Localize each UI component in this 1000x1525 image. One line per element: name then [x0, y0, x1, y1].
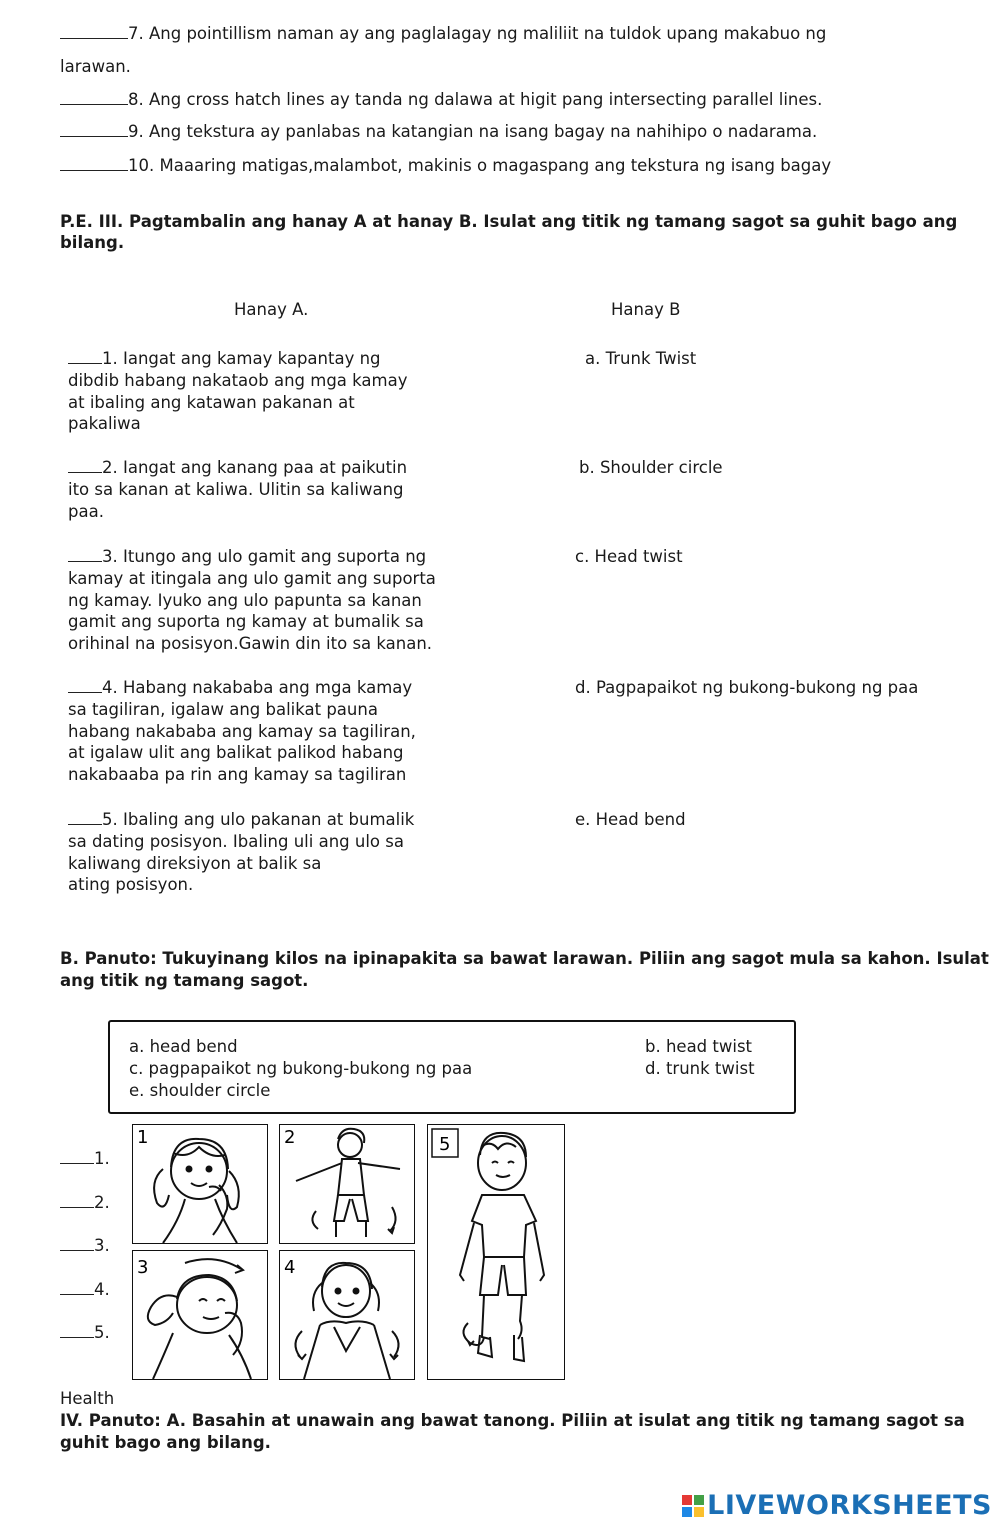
picture-number-1: 1 [137, 1127, 149, 1148]
answer-blank[interactable] [60, 1149, 94, 1164]
pe3-instruction: P.E. III. Pagtambalin ang hanay A at hanay B. Isulat ang titik ng tamang sagot sa guhit bago ang [60, 212, 958, 231]
answer-blank[interactable] [60, 1323, 94, 1338]
answer-blank[interactable] [60, 1193, 94, 1208]
picture-answer-2: 2. [60, 1193, 110, 1212]
exercise-picture-4 [279, 1250, 415, 1380]
answer-blank[interactable] [68, 678, 102, 693]
choice-a: a. head bend [129, 1037, 238, 1056]
boy-ankle-rotation-illustration [428, 1125, 564, 1379]
answer-blank[interactable] [68, 547, 102, 562]
logo-live-text: LIVE [707, 1490, 776, 1521]
tf-item-10: 10. Maaaring matigas,malambot, makinis o magaspang ang tekstura ng isang bagay [60, 156, 960, 175]
picture-number-2: 2 [284, 1127, 296, 1148]
tf-item-9: 9. Ang tekstura ay panlabas na katangian na isang bagay na nahihipo o nadarama. [60, 122, 960, 141]
choice-e: e. shoulder circle [129, 1081, 271, 1100]
column-b-item-c: c. Head twist [575, 547, 683, 566]
column-b-item-b: b. Shoulder circle [579, 458, 723, 477]
liveworksheets-logo[interactable] [682, 1490, 992, 1521]
column-a-item-3: 3. Itungo ang ulo gamit ang suporta ng kamay at itingala ang ulo gamit ang suporta ng kamay. Iyuko ang ulo papunta sa kanan gamit ang suporta ng kamay at bumalik sa orihinal na posisyon.Gawin din ito sa kanan. [68, 547, 436, 654]
picture-answer-5: 5. [60, 1323, 110, 1342]
girl-head-twist-illustration [133, 1251, 267, 1379]
section-b-instruction: B. Panuto: Tukuyinang kilos na ipinapakita sa bawat larawan. Piliin ang sagot mula sa kahon. Isulat [60, 949, 989, 968]
column-b-item-e: e. Head bend [575, 810, 686, 829]
logo-worksheets-text: WORKSHEETS [775, 1490, 992, 1521]
answer-blank[interactable] [60, 156, 128, 171]
column-b-item-a: a. Trunk Twist [585, 349, 697, 368]
picture-number-4: 4 [284, 1257, 296, 1278]
answer-blank[interactable] [60, 1280, 94, 1295]
exercise-picture-5 [427, 1124, 565, 1380]
choice-c: c. pagpapaikot ng bukong-bukong ng paa [129, 1059, 473, 1078]
column-a-header: Hanay A. [234, 300, 309, 319]
girl-head-bend-illustration [133, 1125, 267, 1243]
exercise-picture-3 [132, 1250, 268, 1380]
exercise-picture-2 [279, 1124, 415, 1244]
answer-blank[interactable] [68, 458, 102, 473]
picture-number-3: 3 [137, 1257, 149, 1278]
tf-item-8: 8. Ang cross hatch lines ay tanda ng dalawa at higit pang intersecting parallel lines. [60, 90, 960, 109]
column-a-item-1: 1. Iangat ang kamay kapantay ng dibdib habang nakataob ang mga kamay at ibaling ang katawan pakanan at pakaliwa [68, 349, 408, 434]
picture-answer-4: 4. [60, 1280, 110, 1299]
picture-answer-1: 1. [60, 1149, 110, 1168]
answer-blank[interactable] [60, 122, 128, 137]
column-b-header: Hanay B [611, 300, 681, 319]
health-instruction-cont: guhit bago ang bilang. [60, 1433, 271, 1452]
picture-number-5: 5 [439, 1134, 451, 1155]
answer-blank[interactable] [60, 24, 128, 39]
exercise-picture-1 [132, 1124, 268, 1244]
column-b-item-d: d. Pagpapaikot ng bukong-bukong ng paa [575, 678, 919, 697]
pe3-instruction-cont: bilang. [60, 233, 125, 252]
column-a-item-2: 2. Iangat ang kanang paa at paikutin ito sa kanan at kaliwa. Ulitin sa kaliwang paa. [68, 458, 408, 521]
answer-blank[interactable] [68, 810, 102, 825]
section-b-instruction-cont: ang titik ng tamang sagot. [60, 971, 309, 990]
answer-blank[interactable] [68, 349, 102, 364]
liveworksheets-mark-icon [682, 1495, 704, 1517]
column-a-item-5: 5. Ibaling ang ulo pakanan at bumalik sa dating posisyon. Ibaling uli ang ulo sa kaliwang direksiyon at balik sa ating posisyon. [68, 810, 415, 895]
choice-b: b. head twist [645, 1037, 753, 1056]
woman-trunk-twist-illustration [280, 1125, 414, 1243]
answer-blank[interactable] [60, 90, 128, 105]
girl-shoulder-circle-illustration [280, 1251, 414, 1379]
health-instruction: IV. Panuto: A. Basahin at unawain ang bawat tanong. Piliin at isulat ang titik ng tamang sagot sa [60, 1411, 965, 1430]
tf-item-7: 7. Ang pointillism naman ay ang paglalagay ng maliliit na tuldok upang makabuo ng [60, 24, 960, 43]
health-label: Health [60, 1389, 115, 1408]
picture-answer-3: 3. [60, 1236, 110, 1255]
answer-blank[interactable] [60, 1236, 94, 1251]
column-a-item-4: 4. Habang nakababa ang mga kamay sa tagiliran, igalaw ang balikat pauna habang nakababa ang kamay sa tagiliran, at igalaw ulit ang balikat palikod habang nakabaaba pa rin ang kamay sa tagiliran [68, 678, 416, 785]
tf-item-7-continuation: larawan. [60, 57, 131, 76]
choice-d: d. trunk twist [645, 1059, 755, 1078]
